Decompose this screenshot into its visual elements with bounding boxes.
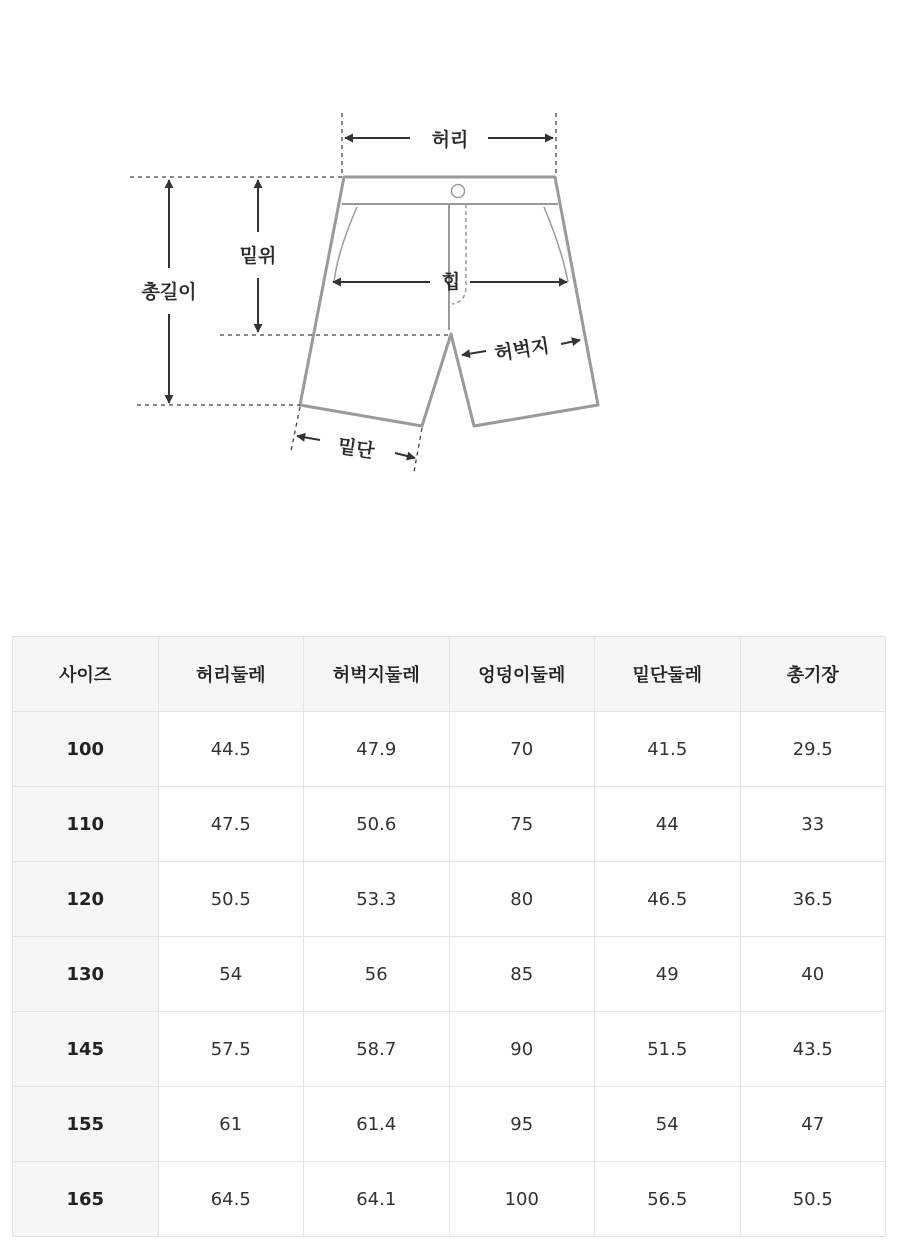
measurement-cell: 43.5 [740,1012,886,1087]
right-pocket [544,207,568,282]
dimension-arrows [169,138,580,458]
size-cell: 145 [13,1012,159,1087]
measurement-cell: 56 [304,937,450,1012]
table-row [13,712,886,787]
measurement-cell: 50.5 [158,862,304,937]
table-row [13,787,886,862]
shorts-outline [300,177,598,426]
table-row [13,862,886,937]
hem-label: 밑단 [336,435,376,463]
thigh-arrow-left [462,351,486,355]
measurement-cell: 56.5 [595,1162,741,1237]
table-row [13,937,886,1012]
measurement-cell: 33 [740,787,886,862]
header-waist: 허리둘레 [158,637,304,712]
hem-arrow-left [297,436,320,440]
measurement-cell: 46.5 [595,862,741,937]
header-size: 사이즈 [13,637,159,712]
rise-label: 밑위 [239,245,277,267]
button-icon [452,185,465,198]
table-row [13,1162,886,1237]
measurement-cell: 64.1 [304,1162,450,1237]
waist-label: 허리 [431,129,469,151]
measurement-cell: 58.7 [304,1012,450,1087]
measurement-cell: 50.6 [304,787,450,862]
size-cell: 120 [13,862,159,937]
table-row [13,1012,886,1087]
measurement-cell: 47 [740,1087,886,1162]
measurement-cell: 61 [158,1087,304,1162]
measurement-cell: 85 [449,937,595,1012]
measurement-cell: 61.4 [304,1087,450,1162]
thigh-arrow-right [561,340,580,344]
hip-label: 힙 [441,271,461,293]
size-cell: 100 [13,712,159,787]
hem-arrow-right [395,453,415,458]
size-cell: 165 [13,1162,159,1237]
shorts-measurement-diagram [0,0,899,560]
size-cell: 130 [13,937,159,1012]
measurement-cell: 100 [449,1162,595,1237]
thigh-label: 허벅지 [493,334,551,366]
measurement-cell: 29.5 [740,712,886,787]
measurement-cell: 54 [158,937,304,1012]
header-thigh: 허벅지둘레 [304,637,450,712]
table-body [13,712,886,1237]
table-header-row [13,637,886,712]
measurement-cell: 40 [740,937,886,1012]
measurement-cell: 75 [449,787,595,862]
measurement-cell: 51.5 [595,1012,741,1087]
measurement-cell: 36.5 [740,862,886,937]
measurement-cell: 64.5 [158,1162,304,1237]
measurement-cell: 49 [595,937,741,1012]
measurement-cell: 47.5 [158,787,304,862]
size-chart-table [12,636,886,1237]
measurement-cell: 90 [449,1012,595,1087]
header-total-length: 총기장 [740,637,886,712]
measurement-cell: 41.5 [595,712,741,787]
size-cell: 110 [13,787,159,862]
measurement-cell: 44 [595,787,741,862]
measurement-cell: 54 [595,1087,741,1162]
measurement-cell: 57.5 [158,1012,304,1087]
measurement-cell: 44.5 [158,712,304,787]
measurement-cell: 47.9 [304,712,450,787]
measurement-cell: 53.3 [304,862,450,937]
measurement-cell: 70 [449,712,595,787]
measurement-cell: 95 [449,1087,595,1162]
size-cell: 155 [13,1087,159,1162]
header-hip: 엉덩이둘레 [449,637,595,712]
table-row [13,1087,886,1162]
measurement-cell: 50.5 [740,1162,886,1237]
total-length-label: 총길이 [141,281,197,303]
header-hem: 밑단둘레 [595,637,741,712]
measurement-cell: 80 [449,862,595,937]
